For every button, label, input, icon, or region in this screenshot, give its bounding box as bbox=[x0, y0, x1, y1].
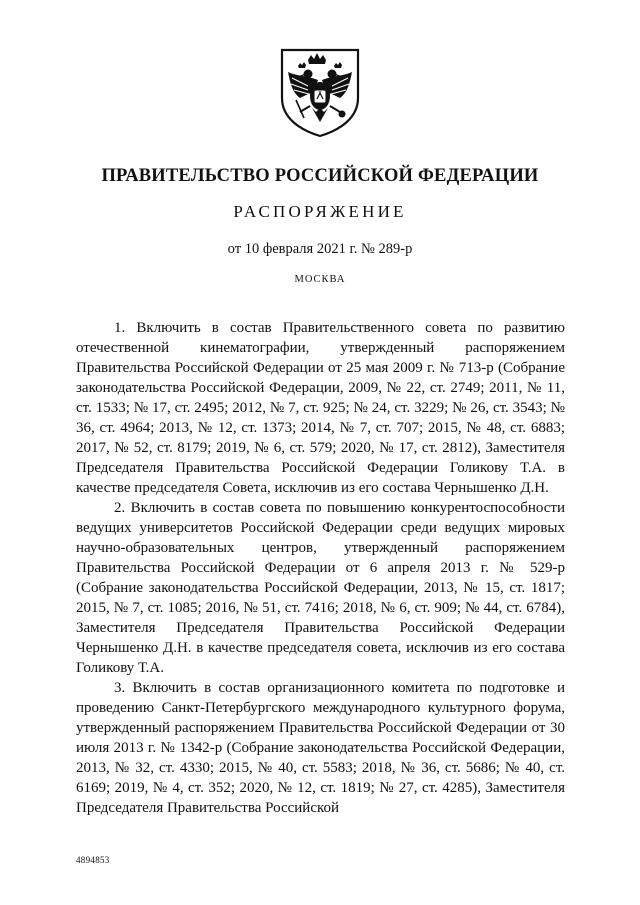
russian-coat-of-arms-icon bbox=[278, 46, 362, 138]
government-title: ПРАВИТЕЛЬСТВО РОССИЙСКОЙ ФЕДЕРАЦИИ bbox=[101, 166, 539, 186]
paragraph-3: 3. Включить в состав организационного комитета по подготовке и проведению Санкт-Петербургского международного культурного форума, утвержденный распоряжением Правительства Российской Федерации от 30 июля 2013 г. № 1342-р (Собрание законодательства Российской Федерации, 2013, № 32, ст. 4330; 2015, № 40, ст. 5583; 2018, № 36, ст. 5686; № 40, ст. 6169; 2019, № 4, ст. 352; 2020, № 12, ст. 1819; № 27, ст. 4285), Заместителя Председателя Правительства Российской bbox=[76, 680, 565, 816]
document-type: РАСПОРЯЖЕНИЕ bbox=[233, 202, 407, 221]
document-date-number: от 10 февраля 2021 г. № 289-р bbox=[227, 241, 413, 257]
paragraph-1: 1. Включить в состав Правительственного совета по развитию отечественной кинематографии, утвержденный распоряжением Правительства Российской Федерации от 25 мая 2009 г. № 713-р (Собрание законодательства Российской Федерации, 2009, № 22, ст. 2749; 2011, № 11, ст. 1533; № 17, ст. 2495; 2012, № 7, ст. 925; № 24, ст. 3229; № 26, ст. 3543; № 36, ст. 4964; 2013, № 12, ст. 1373; 2014, № 7, ст. 707; 2015, № 48, ст. 6883; 2017, № 52, ст. 8179; 2019, № 6, ст. 579; 2020, № 17, ст. 2812), Заместителя Председателя Правительства Российской Федерации Голикову Т.А. в качестве председателя Совета, исключив из его состава Чернышенко Д.Н. bbox=[76, 320, 565, 496]
paragraph-2: 2. Включить в состав совета по повышению конкурентоспособности ведущих университетов Российской Федерации среди ведущих мировых научно-образовательных центров, утвержденный распоряжением Правительства Российской Федерации от 6 апреля 2013 г. № 529-р (Собрание законодательства Российской Федерации, 2013, № 15, ст. 1817; 2015, № 7, ст. 1085; 2016, № 51, ст. 7416; 2018, № 6, ст. 909; № 44, ст. 6784), Заместителя Председателя Правительства Российской Федерации Чернышенко Д.Н. в качестве председателя совета, исключив из его состава Голикову Т.А. bbox=[76, 500, 565, 676]
document-city: МОСКВА bbox=[294, 274, 346, 285]
document-code: 4894853 bbox=[76, 855, 110, 865]
document-body bbox=[76, 318, 565, 818]
